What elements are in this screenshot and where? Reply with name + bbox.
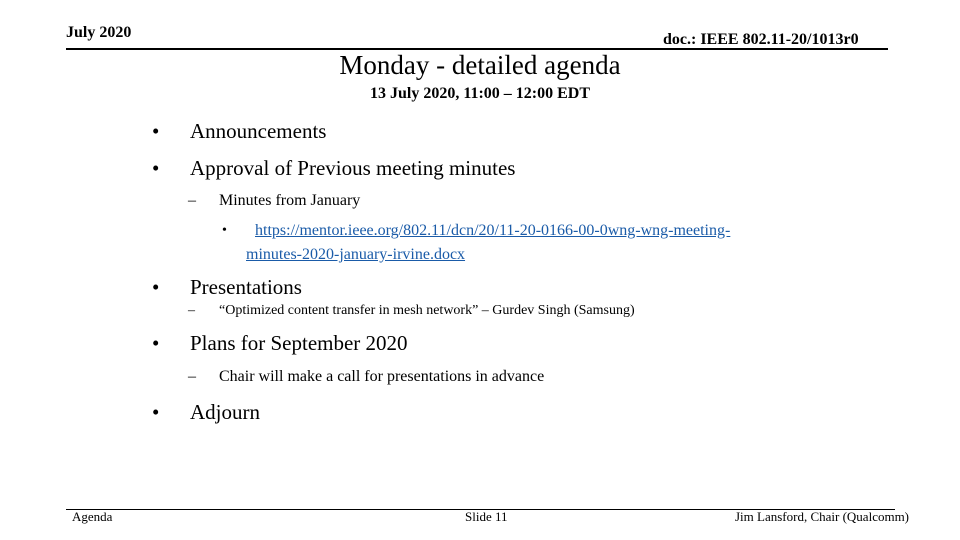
bullet-icon: • [152,331,160,355]
agenda-subitem-presentation: “Optimized content transfer in mesh network” – Gurdev Singh (Samsung) [219,303,635,318]
bullet-icon: • [152,119,160,143]
agenda-subitem-chair-call: Chair will make a call for presentations in advance [219,368,545,385]
dash-icon: – [188,192,196,209]
dash-icon: – [188,303,195,318]
minutes-link-line1[interactable]: https://mentor.ieee.org/802.11/dcn/20/11-20-0166-00-0wng-wng-meeting- [255,222,731,239]
footer-left: Agenda [72,509,113,524]
slide-subtitle: 13 July 2020, 11:00 – 12:00 EDT [369,85,590,102]
bullet-icon: • [222,223,227,238]
slide-title: Monday - detailed agenda [339,50,621,80]
dash-icon: – [188,368,196,385]
bullet-icon: • [152,275,160,299]
agenda-item-announcements: Announcements [190,119,327,143]
bullet-icon: • [152,156,160,180]
bullet-icon: • [152,400,160,424]
agenda-item-presentations: Presentations [190,275,302,299]
minutes-link-line2[interactable]: minutes-2020-january-irvine.docx [246,246,466,263]
agenda-item-adjourn: Adjourn [190,400,260,424]
header-doc-id: doc.: IEEE 802.11-20/1013r0 [663,31,859,48]
agenda-subitem-minutes: Minutes from January [219,192,361,209]
agenda-item-approval: Approval of Previous meeting minutes [190,156,516,180]
footer-slide-number: Slide 11 [465,509,508,524]
agenda-item-plans: Plans for September 2020 [190,331,408,355]
header-date: July 2020 [66,24,132,41]
footer-author: Jim Lansford, Chair (Qualcomm) [735,509,910,524]
